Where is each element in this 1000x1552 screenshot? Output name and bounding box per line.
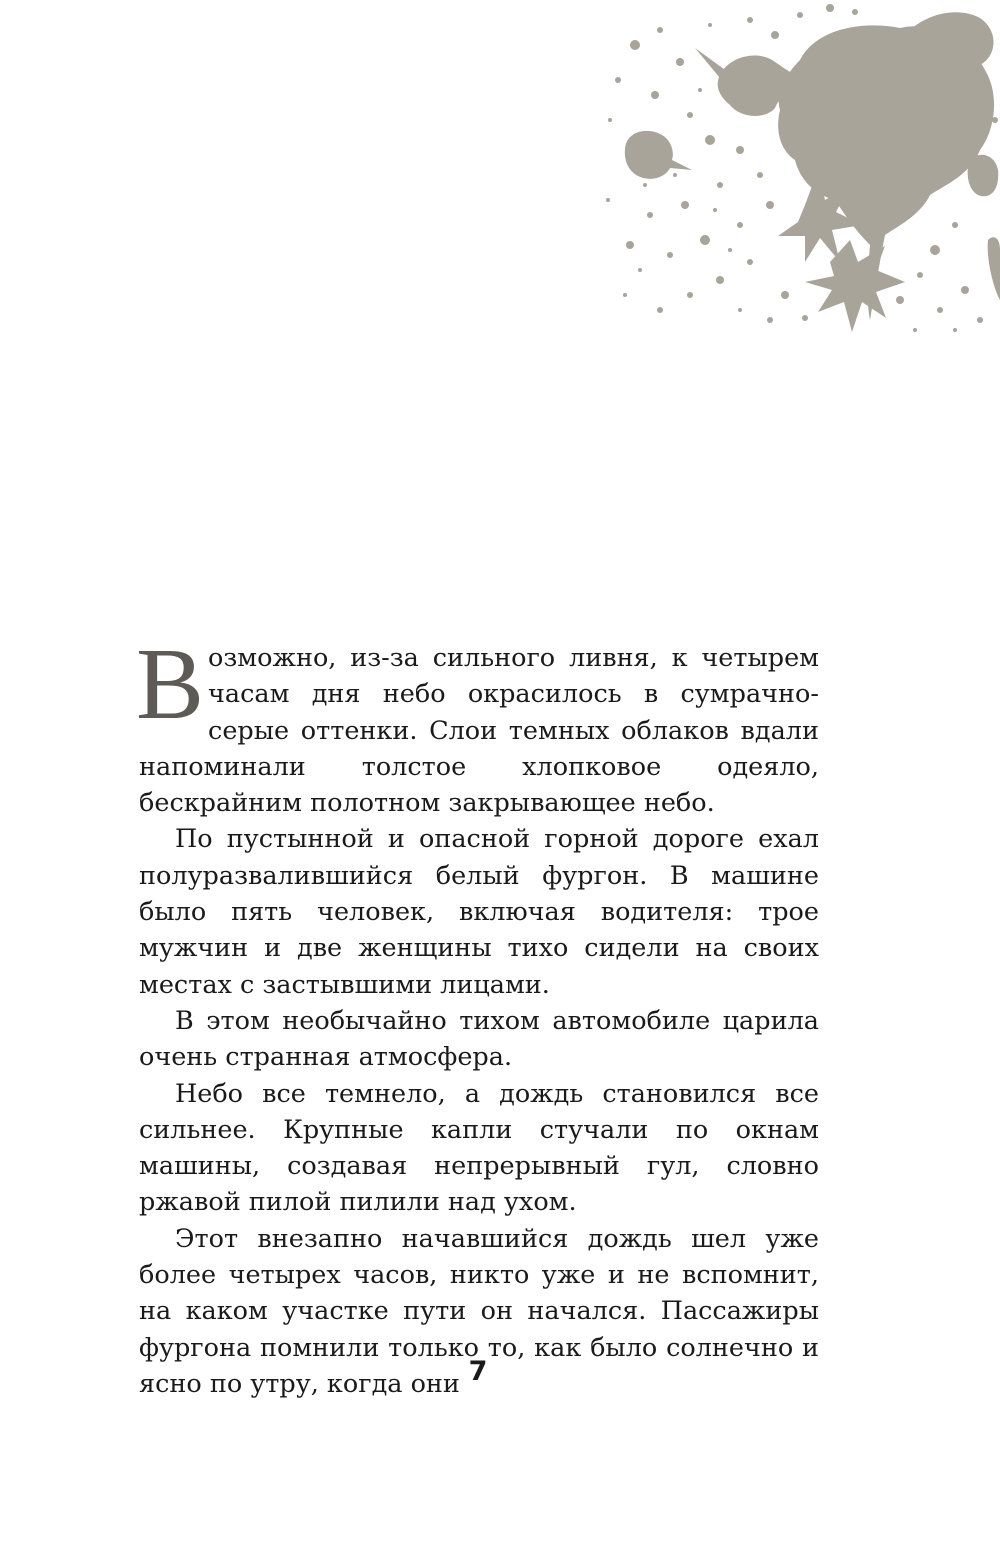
body-text bbox=[136, 628, 819, 1402]
ink-splatter-decoration bbox=[600, 0, 1000, 340]
paragraph-4: Небо все темнело, а дождь становился все сильнее. Крупные капли стучали по окнам машины, создавая непрерывный гул, словно ржавой пилой пилили над ухом. bbox=[139, 1078, 819, 1218]
paragraph-3: В этом необычайно тихом автомобиле царила очень странная атмосфера. bbox=[139, 1005, 819, 1073]
paragraph-2: По пустынной и опасной горной дороге ехал полуразвалившийся белый фургон. В машине было пять человек, включая водителя: трое мужчин и две женщины тихо сидели на своих местах с застывшими лицами. bbox=[139, 824, 819, 1000]
page-number: 7 bbox=[468, 1356, 488, 1387]
paragraph-1 bbox=[136, 628, 819, 821]
paragraph-1-text: озможно, из-за сильного ливня, к четырем часам дня небо окрасилось в сумрачно-серые оттенки. Слои темных облаков вдали напоминали толстое хлопковое одеяло, бескрайним полотном закрывающее небо. bbox=[139, 643, 819, 819]
paragraph-5: Этот внезапно начавшийся дождь шел уже более четырех часов, никто уже и не вспомнит, на каком участке пути он начался. Пассажиры фургона помнили только то, как было солнечно и ясно по утру, когда они bbox=[139, 1223, 819, 1399]
drop-cap-letter: В bbox=[136, 628, 205, 741]
